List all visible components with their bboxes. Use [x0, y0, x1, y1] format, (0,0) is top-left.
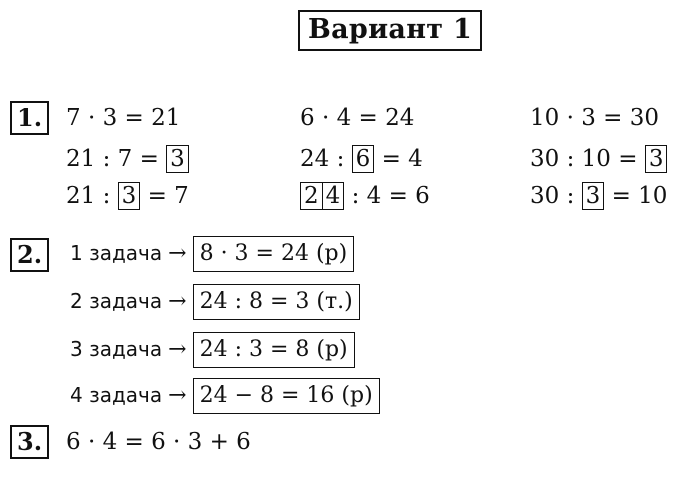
task-label: 2 задача: [70, 289, 163, 313]
s1-col3-row2: [530, 144, 667, 174]
s1-col1-row3-text: 21 :: [66, 183, 118, 209]
task-answer-box: 24 : 3 = 8 (р): [193, 332, 355, 368]
task-row: [70, 378, 380, 414]
s3-equation: 6 · 4 = 6 · 3 + 6: [66, 429, 251, 455]
s1-col3-row3-tail: = 10: [604, 183, 668, 209]
answer-digit-boxes: [300, 182, 344, 210]
answer-box: 2: [300, 182, 323, 210]
s1-col2-row3: [300, 181, 430, 211]
s1-col1-row2: [66, 144, 189, 174]
answer-box: 3: [118, 182, 141, 210]
s1-col1-row3: [66, 181, 189, 211]
arrow-icon: →: [168, 337, 187, 362]
s1-col1-row1: 7 · 3 = 21: [66, 105, 181, 131]
s1-col2-row2: [300, 144, 423, 174]
task-row: [70, 332, 355, 368]
s1-col2-row2-text: 24 :: [300, 146, 352, 172]
s1-col2-row3-tail: : 4 = 6: [344, 183, 430, 209]
section-3-number: 3.: [10, 425, 49, 459]
s1-col3-row1: 10 · 3 = 30: [530, 105, 659, 131]
arrow-icon: →: [168, 383, 187, 408]
s1-col3-row3-text: 30 :: [530, 183, 582, 209]
task-label: 4 задача: [70, 383, 163, 407]
answer-box: 3: [645, 145, 668, 173]
answer-box: 3: [582, 182, 605, 210]
task-answer-box: 8 · 3 = 24 (р): [193, 236, 355, 272]
answer-box: 3: [166, 145, 189, 173]
answer-box: 6: [352, 145, 375, 173]
section-2-number: 2.: [10, 238, 49, 272]
s1-col3-row3: [530, 181, 667, 211]
s1-col3-row2-text: 30 : 10 =: [530, 146, 645, 172]
arrow-icon: →: [168, 289, 187, 314]
s1-col2-row2-tail: = 4: [374, 146, 423, 172]
arrow-icon: →: [168, 241, 187, 266]
task-label: 1 задача: [70, 241, 163, 265]
s1-col1-row3-tail: = 7: [140, 183, 189, 209]
section-1-number: 1.: [10, 101, 49, 135]
task-row: [70, 284, 360, 320]
s1-col1-row2-text: 21 : 7 =: [66, 146, 167, 172]
task-answer-box: 24 : 8 = 3 (т.): [193, 284, 360, 320]
task-answer-box: 24 − 8 = 16 (р): [193, 378, 380, 414]
answer-box: 4: [323, 182, 345, 210]
task-label: 3 задача: [70, 337, 163, 361]
s1-col2-row1: 6 · 4 = 24: [300, 105, 415, 131]
page-title: Вариант 1: [298, 10, 482, 51]
task-row: [70, 236, 354, 272]
